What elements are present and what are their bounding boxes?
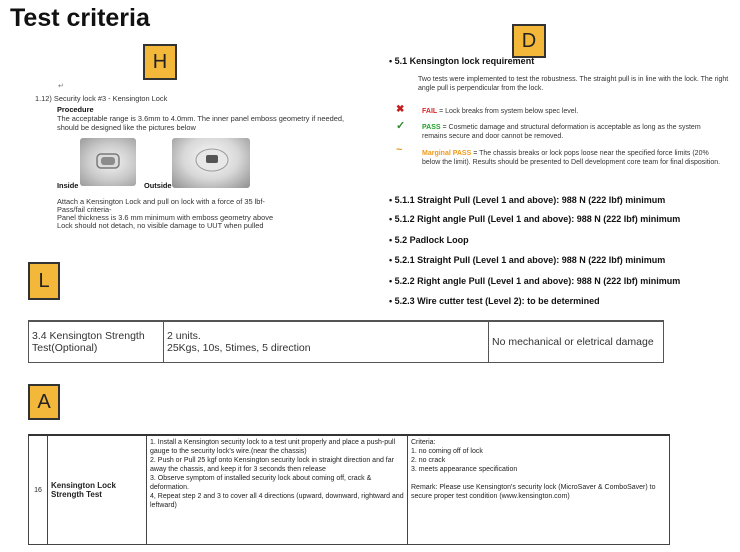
table-row [29, 321, 664, 363]
a-name: Kensington Lock Strength Test [48, 435, 147, 545]
d-item-512: • 5.1.2 Right angle Pull (Level 1 and above): 988 N (222 lbf) minimum [389, 214, 681, 224]
h-line-4: Lock should not detach, no visible damage to UUT when pulled [57, 221, 264, 230]
a-criteria-1: 1. no coming off of lock [411, 448, 483, 455]
tag-d: D [512, 24, 546, 58]
a-steps [147, 435, 408, 545]
pass-label: PASS [422, 124, 441, 131]
outside-label: Outside [144, 181, 172, 190]
pass-text: = Cosmetic damage and structural deformation is acceptable as long as the system remains secure and door cannot be removed. [422, 124, 701, 140]
d-item-511: • 5.1.1 Straight Pull (Level 1 and above): 988 N (222 lbf) minimum [389, 195, 666, 205]
h-procedure-text-1: The acceptable range is 3.6mm to 4.0mm. The inner panel emboss geometry if needed, [57, 114, 345, 123]
l-table [28, 320, 664, 363]
h-line-1: Attach a Kensington Lock and pull on lock with a force of 35 lbf- [57, 197, 265, 206]
h-line-3: Panel thickness is 3.6 mm minimum with emboss geometry above [57, 213, 274, 222]
l-col-3: No mechanical or eletrical damage [489, 321, 664, 363]
marginal-icon: ~ [396, 144, 403, 156]
d-item-52: • 5.2 Padlock Loop [389, 235, 469, 245]
a-criteria-2: 2. no crack [411, 457, 446, 464]
d-heading-text: 5.1 Kensington lock requirement [394, 56, 535, 66]
h-line-2: Pass/fail criteria- [57, 205, 112, 214]
a-step-3: 3. Observe symptom of installed security lock about coming off, crack & deformation. [150, 475, 372, 491]
outside-photo [172, 138, 250, 188]
outside-photo-art [172, 138, 250, 188]
d-pass [422, 124, 722, 141]
d-item-523: • 5.2.3 Wire cutter test (Level 2): to be determined [389, 296, 600, 306]
d-item-52-text: 5.2 Padlock Loop [394, 235, 469, 245]
l-col-2-line-2: 25Kgs, 10s, 5times, 5 direction [167, 342, 311, 354]
h-heading: 1.12) Security lock #3 - Kensington Lock [35, 94, 168, 103]
d-heading: • 5.1 Kensington lock requirement [389, 56, 535, 66]
l-col-2-line-1: 2 units. [167, 330, 201, 342]
d-fail [422, 108, 732, 117]
inside-label: Inside [57, 181, 79, 190]
table-row [29, 435, 670, 545]
d-item-512-text: 5.1.2 Right angle Pull (Level 1 and above): 988 N (222 lbf) minimum [394, 214, 681, 224]
inside-photo-art [80, 138, 136, 186]
fail-label: FAIL [422, 108, 438, 115]
d-item-521-text: 5.2.1 Straight Pull (Level 1 and above): 988 N (222 lbf) minimum [394, 255, 666, 265]
h-procedure-label: Procedure [57, 105, 94, 114]
tag-a: A [28, 384, 60, 420]
tag-h: H [143, 44, 177, 80]
d-item-511-text: 5.1.1 Straight Pull (Level 1 and above): 988 N (222 lbf) minimum [394, 195, 666, 205]
page-title: Test criteria [10, 4, 150, 32]
d-intro: Two tests were implemented to test the robustness. The straight pull is in line with the lock. The right angle pull is perpendicular from the lock. [418, 76, 729, 92]
l-col-2 [164, 321, 489, 363]
a-step-4: 4, Repeat step 2 and 3 to cover all 4 directions (upward, downward, rightward and leftward) [150, 493, 404, 509]
a-criteria-title: Criteria: [411, 439, 436, 446]
fail-icon: ✖ [396, 104, 405, 115]
tag-l: L [28, 262, 60, 300]
a-table [28, 434, 670, 545]
marginal-text: = The chassis breaks or lock pops loose near the specified force limits (20% below the limit). Results should be presented to Dell development core team for final disposition. [422, 150, 721, 166]
pass-check-icon: ✓ [396, 120, 406, 132]
d-item-522-text: 5.2.2 Right angle Pull (Level 1 and above): 988 N (222 lbf) minimum [394, 276, 681, 286]
a-step-1: 1. Install a Kensington security lock to a test unit properly and place a push-pull gauge to the security lock's wire.(near the chassis) [150, 439, 396, 455]
a-criteria [408, 435, 670, 545]
a-criteria-3: 3. meets appearance specification [411, 466, 518, 473]
para-mark: ↵ [58, 83, 64, 90]
a-remark: Remark: Please use Kensington's security lock (MicroSaver & ComboSaver) to secure proper test condition (www.kensington.com) [411, 484, 656, 500]
d-item-521: • 5.2.1 Straight Pull (Level 1 and above): 988 N (222 lbf) minimum [389, 255, 666, 265]
l-col-1: 3.4 Kensington Strength Test(Optional) [29, 321, 164, 363]
inside-photo [80, 138, 136, 186]
d-marginal [422, 150, 722, 167]
h-procedure-text-2: should be designed like the pictures below [57, 123, 196, 132]
a-num: 16 [29, 435, 48, 545]
marginal-label: Marginal PASS [422, 150, 472, 157]
d-item-522: • 5.2.2 Right angle Pull (Level 1 and above): 988 N (222 lbf) minimum [389, 276, 681, 286]
a-criteria-gap [411, 474, 666, 483]
d-item-523-text: 5.2.3 Wire cutter test (Level 2): to be determined [394, 296, 600, 306]
fail-text: = Lock breaks from system below spec level. [437, 108, 579, 115]
a-step-2: 2. Push or Pull 25 kgf onto Kensington security lock in straight direction and far away the chassis, and keep it for 3 seconds then release [150, 457, 394, 473]
